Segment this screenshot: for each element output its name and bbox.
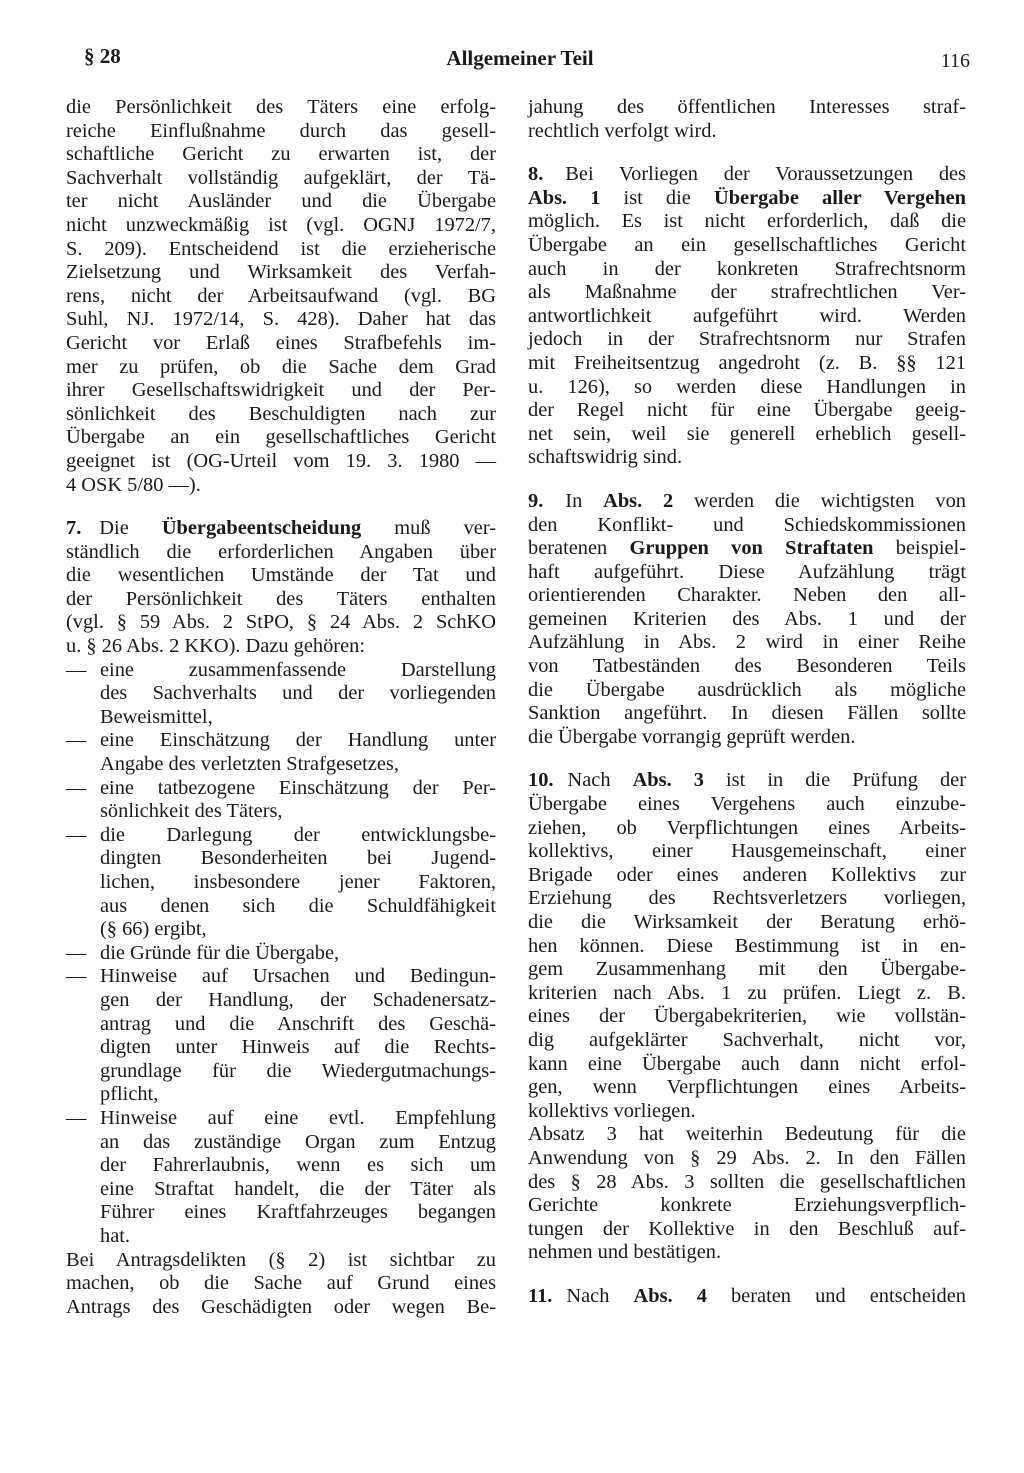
text-line: u. 126), so werden diese Handlungen in [528, 375, 966, 398]
text: die Gründe für die Übergabe, [100, 941, 340, 964]
text: ist in die Prüfung der [703, 769, 966, 792]
text-line: ziehen, ob Verpflichtungen eines Arbeits- [528, 816, 966, 839]
text: ist die [600, 186, 714, 209]
text-line: als Maßnahme der strafrechtlichen Ver- [528, 281, 966, 304]
text-line: nehmen und bestätigen. [528, 1241, 722, 1264]
paragraph-9-line: den Konflikt- und Schiedskommissionen [528, 513, 966, 536]
list-item-line [66, 824, 496, 848]
text-line: dig aufgeklärter Sachverhalt, nicht vor, [528, 1028, 966, 1051]
list-item-line: antrag und die Anschrift des Geschä- [100, 1012, 496, 1035]
text-line: kollektivs, einer Hausgemeinschaft, einer [528, 840, 966, 863]
text-line: net sein, weil sie generell erheblich gesell- [528, 422, 966, 445]
text-line: der Persönlichkeit des Täters enthalten [66, 587, 496, 610]
list-item [66, 777, 496, 824]
text: Hinweise auf Ursachen und Bedingun- [100, 965, 496, 988]
paragraph-number: 7. [66, 517, 82, 540]
list-item-line: an das zuständige Organ zum Entzug [100, 1130, 496, 1153]
paragraph-10-first-line [528, 769, 966, 793]
text-line: antwortlichkeit aufgeführt wird. Werden [528, 304, 966, 327]
text-line: möglich. Es ist nicht erforderlich, daß die [528, 210, 966, 233]
text-line: ständlich die erforderlichen Angaben über [66, 540, 496, 563]
text-line: S. 209). Entscheidend ist die erzieherische [66, 237, 496, 260]
text-line: gemeinen Kriterien des Abs. 1 und der [528, 607, 966, 630]
text: beispiel- [873, 537, 966, 560]
list-item-line: digten unter Hinweis auf die Rechts- [100, 1036, 496, 1059]
paragraph-number: 9. [528, 489, 544, 512]
emphasis-term: Abs. 4 [633, 1284, 707, 1307]
text-line: auch in der konkreten Strafrechtsnorm [528, 257, 966, 280]
emphasis-term: Abs. 2 [603, 489, 674, 512]
emphasis-term: Übergabe aller Vergehen [713, 186, 966, 209]
text-line: haft aufgeführt. Diese Aufzählung trägt [528, 560, 966, 583]
paragraph-9-first-line [528, 490, 966, 514]
list-item-line [66, 965, 496, 989]
text-line: geeignet ist (OG-Urteil vom 19. 3. 1980 — [66, 449, 496, 472]
text-line: von Tatbeständen des Besonderen Teils [528, 655, 966, 678]
right-column [528, 96, 966, 1309]
text-line: Anwendung von § 29 Abs. 2. In den Fällen [528, 1146, 966, 1169]
text-line: Übergabe an ein gesellschaftliches Gericht [528, 233, 966, 256]
paragraph-8-first-line [528, 163, 966, 187]
paragraph-10 [528, 769, 966, 1264]
list-item [66, 942, 496, 966]
text-line: Übergabe eines Vergehens auch einzube- [528, 793, 966, 816]
text: Die [99, 517, 162, 540]
text-line: Suhl, NJ. 1972/14, S. 428). Daher hat das [66, 308, 496, 331]
emphasis-term: Übergabeentscheidung [161, 517, 362, 540]
paragraph-7-first-line [66, 517, 496, 541]
text-line: die Persönlichkeit des Täters eine erfolg- [66, 96, 496, 118]
paragraph-number: 8. [528, 163, 544, 186]
list-item-line: lichen, insbesondere jener Faktoren, [100, 871, 496, 893]
paragraph-9 [528, 490, 966, 750]
text-line: Brigade oder eines anderen Kollektivs zur [528, 863, 966, 886]
text-line: Antrags des Geschädigten oder wegen Be- [66, 1295, 496, 1318]
left-column [66, 96, 496, 1319]
text-line: gen, wenn Verpflichtungen eines Arbeits- [528, 1076, 966, 1099]
list-dash: — [66, 1106, 87, 1129]
list-item [66, 729, 496, 776]
text-line: die die Wirksamkeit der Beratung erhö- [528, 911, 966, 933]
list-item-line [66, 1107, 496, 1131]
emphasis-term: Gruppen von Straftaten [629, 537, 874, 560]
paragraph-9-third-line [528, 537, 966, 561]
text-line: nicht unzweckmäßig ist (vgl. OGNJ 1972/7, [66, 213, 496, 236]
requirements-list [66, 659, 496, 1249]
text-line: jedoch in der Strafrechtsnorm nur Strafen [528, 328, 966, 351]
list-item-line: Beweismittel, [100, 705, 213, 728]
text-line: jahung des öffentlichen Interesses straf- [528, 96, 966, 118]
list-dash: — [66, 941, 87, 964]
paragraph-7 [66, 517, 496, 1248]
text-line: die Übergabe ausdrücklich als mögliche [528, 678, 966, 701]
list-item-line: eine Straftat handelt, die der Täter als [100, 1177, 496, 1200]
text-line: eines der Übergabekriterien, wie vollstän- [528, 1005, 966, 1028]
text: Nach [567, 769, 633, 792]
text: muß ver- [361, 517, 496, 540]
text: eine tatbezogene Einschätzung der Per- [100, 776, 496, 799]
text: beraten und entscheiden [706, 1284, 966, 1307]
text: In [565, 489, 604, 512]
list-item [66, 824, 496, 942]
text-line: die Übergabe vorrangig geprüft werden. [528, 725, 856, 748]
text-line: 4 OSK 5/80 —). [66, 473, 201, 496]
text-line: (vgl. § 59 Abs. 2 StPO, § 24 Abs. 2 SchKO [66, 611, 496, 634]
text-line: orientierenden Charakter. Neben den all- [528, 584, 966, 607]
text-line: tungen der Kollektive in den Beschluß auf- [528, 1217, 966, 1240]
emphasis-term: Abs. 3 [632, 769, 704, 792]
text: Hinweise auf eine evtl. Empfehlung [100, 1106, 496, 1129]
text: Bei Vorliegen der Voraussetzungen des [565, 163, 966, 186]
list-dash: — [66, 729, 87, 752]
list-item-line: grundlage für die Wiedergutmachungs- [100, 1059, 496, 1082]
list-item-line: (§ 66) ergibt, [100, 918, 207, 941]
list-item-line: der Fahrerlaubnis, wenn es sich um [100, 1154, 496, 1177]
paragraph-number: 11. [528, 1284, 553, 1307]
text-line: Bei Antragsdelikten (§ 2) ist sichtbar zu [66, 1248, 496, 1271]
text: werden die wichtigsten von [673, 489, 966, 512]
list-item-line: gen der Handlung, der Schadenersatz- [100, 988, 496, 1011]
paragraph-continuation [528, 96, 966, 143]
list-item [66, 965, 496, 1107]
text-line: kollektivs vorliegen. [528, 1099, 696, 1122]
text: Nach [566, 1284, 634, 1307]
text-line: mer zu prüfen, ob die Sache dem Grad [66, 355, 496, 378]
text: die Darlegung der entwicklungsbe- [100, 823, 496, 846]
paragraph-intro [66, 96, 496, 497]
text-line: rechtlich verfolgt wird. [528, 119, 717, 142]
list-item-line [66, 777, 496, 801]
list-dash: — [66, 776, 87, 799]
text-line: schaftliche Gericht zu erwarten ist, der [66, 143, 496, 166]
emphasis-term: Abs. 1 [528, 186, 601, 209]
list-item-line: sönlichkeit des Täters, [100, 800, 283, 823]
text-line: Erziehung des Rechtsverletzers vorliegen, [528, 887, 966, 910]
text-line: kann eine Übergabe auch dann nicht erfol- [528, 1052, 966, 1075]
text-line: des § 28 Abs. 3 sollten die gesellschaftlichen [528, 1170, 966, 1193]
text: eine Einschätzung der Handlung unter [100, 729, 496, 752]
text-line: hen können. Diese Bestimmung ist in en- [528, 934, 966, 957]
list-item-line: dingten Besonderheiten bei Jugend- [100, 847, 496, 870]
paragraph-8 [528, 163, 966, 470]
text-line: die wesentlichen Umstände der Tat und [66, 564, 496, 587]
list-dash: — [66, 965, 87, 988]
text-line: Gerichte konkrete Erziehungsverpflich- [528, 1194, 966, 1217]
list-item-line: pflicht, [100, 1083, 159, 1106]
list-item-line: hat. [100, 1224, 131, 1247]
list-item [66, 659, 496, 730]
text-line: der Regel nicht für eine Übergabe geeig- [528, 399, 966, 422]
paragraph-number: 10. [528, 769, 554, 792]
paragraph-end [66, 1249, 496, 1320]
list-item-line: des Sachverhalts und der vorliegenden [100, 682, 496, 705]
list-dash: — [66, 658, 87, 681]
list-dash: — [66, 823, 87, 846]
text-line: Zielsetzung und Wirksamkeit des Verfah- [66, 261, 496, 284]
text: beratenen [528, 537, 630, 560]
text-line: ter nicht Ausländer und die Übergabe [66, 190, 496, 213]
text-line: Übergabe an ein gesellschaftliches Gericht [66, 426, 496, 449]
text-line: sönlichkeit des Beschuldigten nach zur [66, 402, 496, 425]
paragraph-11 [528, 1285, 966, 1309]
list-item-line: Angabe des verletzten Strafgesetzes, [100, 753, 399, 776]
text-line: gem Zusammenhang mit den Übergabe- [528, 958, 966, 981]
text-line: ihrer Gesellschaftswidrigkeit und der Per- [66, 379, 496, 402]
page-header [70, 44, 970, 76]
section-marker: § 28 [84, 44, 121, 68]
text-line: u. § 26 Abs. 2 KKO). Dazu gehören: [66, 635, 366, 658]
list-item-line: Führer eines Kraftfahrzeuges begangen [100, 1201, 496, 1224]
text-line: reiche Einflußnahme durch das gesell- [66, 119, 496, 142]
list-item [66, 1107, 496, 1249]
list-item-line: aus denen sich die Schuldfähigkeit [100, 894, 496, 917]
running-title: Allgemeiner Teil [446, 46, 594, 70]
text-line: mit Freiheitsentzug angedroht (z. B. §§ 121 [528, 351, 966, 374]
text-line: rens, nicht der Arbeitsaufwand (vgl. BG [66, 284, 496, 307]
text-line: Aufzählung in Abs. 2 wird in einer Reihe [528, 631, 966, 654]
list-item-line [66, 729, 496, 753]
text-line: Gericht vor Erlaß eines Strafbefehls im- [66, 331, 496, 354]
text-line: Sanktion angeführt. In diesen Fällen sollte [528, 702, 966, 725]
list-item-line [66, 659, 496, 683]
text-line: Absatz 3 hat weiterhin Bedeutung für die [528, 1123, 966, 1146]
text-line: schaftswidrig sind. [528, 446, 683, 469]
page-number: 116 [940, 50, 970, 72]
list-item-line [66, 942, 496, 966]
text-line: kriterien nach Abs. 1 zu prüfen. Liegt z. B. [528, 981, 966, 1004]
text-line: machen, ob die Sache auf Grund eines [66, 1272, 496, 1295]
text-line: Sachverhalt vollständig aufgeklärt, der Tä- [66, 166, 496, 189]
paragraph-8-second-line [528, 187, 966, 211]
paragraph-11-first-line [528, 1285, 966, 1309]
text: eine zusammenfassende Darstellung [100, 658, 496, 681]
